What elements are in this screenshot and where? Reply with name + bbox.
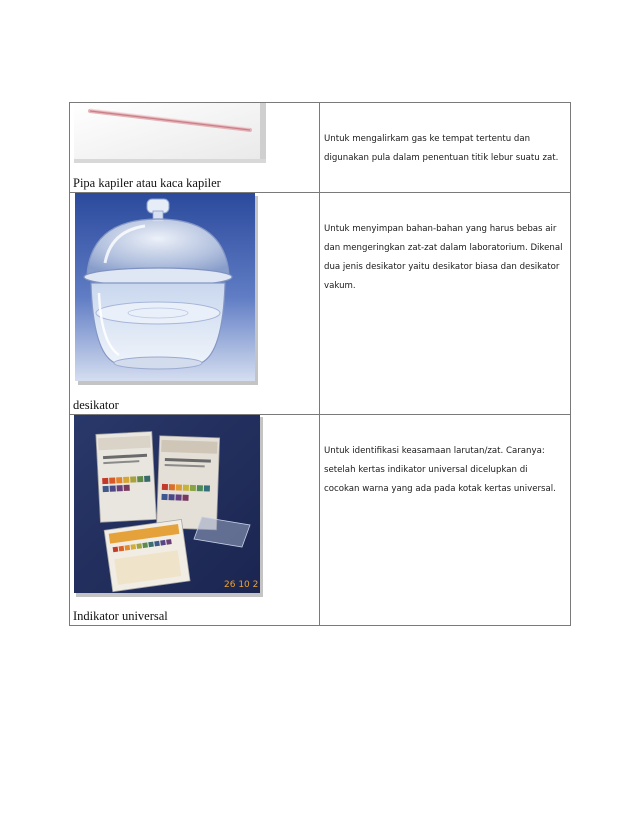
table-row — [70, 415, 571, 626]
capillary-tube-photo — [74, 103, 266, 165]
description-cell — [320, 415, 571, 626]
description-cell — [320, 193, 571, 415]
desiccator-photo — [75, 193, 258, 385]
image-cell — [70, 415, 320, 626]
equipment-name: Pipa kapiler atau kaca kapiler — [73, 176, 221, 190]
image-cell — [70, 193, 320, 415]
equipment-description: Untuk menyimpan bahan-bahan yang harus bebas air dan mengeringkan zat-zat dalam laboratorium. Dikenal dua jenis desikator yaitu desikator biasa dan desikator vakum. — [324, 224, 563, 291]
universal-indicator-photo — [74, 415, 263, 597]
equipment-name: Indikator universal — [73, 609, 168, 623]
equipment-description: Untuk mengalirkam gas ke tempat tertentu dan digunakan pula dalam penentuan titik lebur suatu zat. — [324, 134, 559, 163]
equipment-table — [69, 102, 571, 626]
description-cell — [320, 103, 571, 193]
table-row — [70, 103, 571, 193]
image-cell — [70, 103, 320, 193]
table-row — [70, 193, 571, 415]
equipment-description: Untuk identifikasi keasamaan larutan/zat. Caranya: setelah kertas indikator universal dicelupkan di cocokan warna yang ada pada kotak kertas universal. — [324, 446, 556, 494]
photo-date-stamp: 26 10 2 — [224, 580, 259, 590]
equipment-name: desikator — [73, 398, 119, 412]
